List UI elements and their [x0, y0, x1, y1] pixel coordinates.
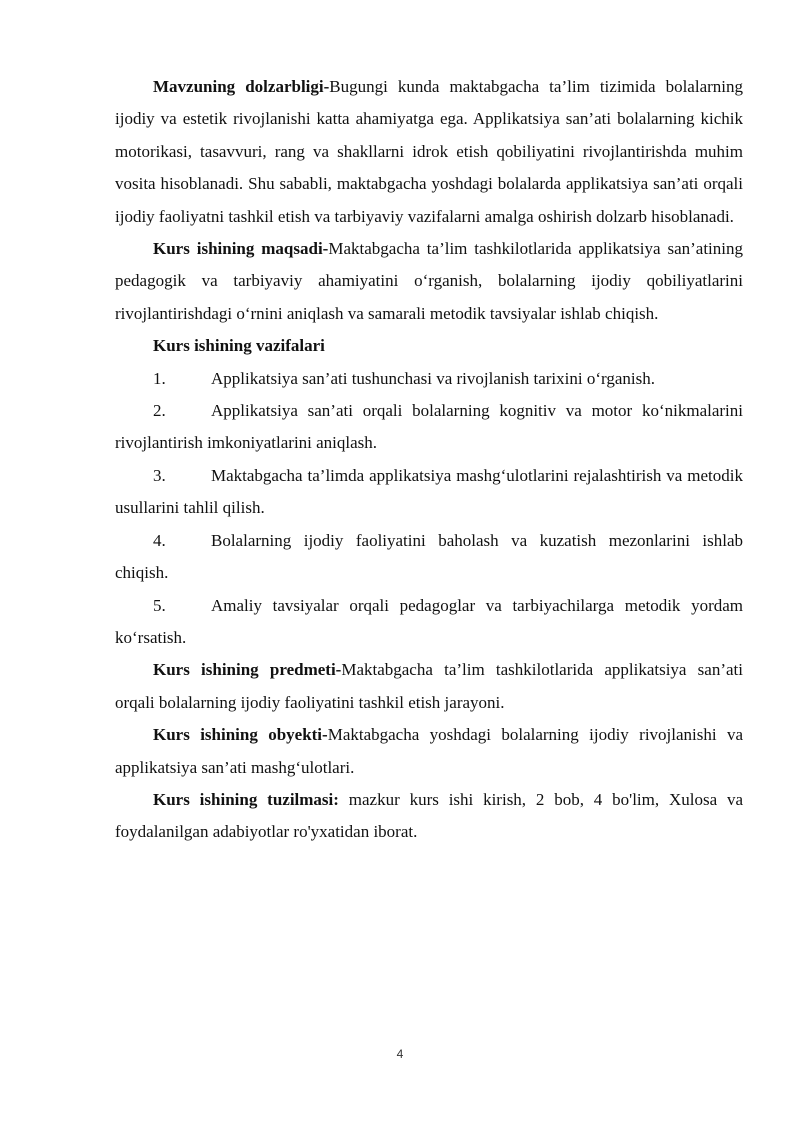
task-number: 2. — [153, 401, 166, 421]
task-item — [115, 525, 743, 590]
subject-paragraph — [115, 654, 743, 719]
object-paragraph — [115, 719, 743, 784]
task-text: Bolalarning ijodiy faoliyatini baholash va kuzatish mezonlarini ishlab chiqish. — [115, 530, 743, 583]
relevance-text: Bugungi kunda maktabgacha ta’lim tizimida bolalarning ijodiy va estetik rivojlanishi katta ahamiyatga ega. Applikatsiya san’ati bolalarning kichik motorikasi, tasavvuri, rang va shakllarni idrok etish qobiliyatini rivojlantirishda muhim vosita hisoblanadi. Shu sababli, maktabgacha yoshdagi bolalarda applikatsiya san’ati orqali ijodiy faoliyatni tashkil etish va tarbiyaviy vazifalarni amalga oshirish dolzarb hisoblanadi. — [115, 77, 743, 226]
object-text: Maktabgacha yoshdagi bolalarning ijodiy rivojlanishi va applikatsiya san’ati mashg‘ulotlari. — [115, 725, 743, 777]
document-page — [115, 71, 743, 849]
task-text: Maktabgacha ta’limda applikatsiya mashg‘ulotlarini rejalashtirish va metodik usullarini tahlil qilish. — [115, 465, 743, 518]
relevance-paragraph — [115, 71, 743, 233]
task-item — [115, 590, 743, 655]
structure-paragraph — [115, 784, 743, 849]
task-text: Amaliy tavsiyalar orqali pedagoglar va tarbiyachilarga metodik yordam ko‘rsatish. — [115, 595, 743, 647]
page-number: 4 — [396, 1047, 404, 1061]
task-item — [115, 363, 743, 395]
subject-text: Maktabgacha ta’lim tashkilotlarida applikatsiya san’ati orqali bolalarning ijodiy faoliyatini tashkil etish jarayoni. — [115, 660, 743, 712]
goal-text: Maktabgacha ta’lim tashkilotlarida applikatsiya san’atining pedagogik va tarbiyaviy ahamiyatini o‘rganish, bolalarning ijodiy qobiliyatlarini rivojlantirishdagi o‘rnini aniqlash va samarali metodik tavsiyalar ishlab chiqish. — [115, 239, 743, 323]
task-number: 3. — [153, 465, 166, 485]
task-number: 1. — [153, 368, 166, 388]
task-text: Applikatsiya san’ati tushunchasi va rivojlanish tarixini o‘rganish. — [211, 368, 655, 388]
relevance-label: Mavzuning dolzarbligi- — [153, 77, 330, 96]
object-label: Kurs ishining obyekti- — [153, 725, 328, 745]
task-number: 4. — [153, 530, 166, 550]
structure-text: mazkur kurs ishi kirish, 2 bob, 4 bo'lim, Xulosa va foydalanilgan adabiyotlar ro'yxatidan iborat. — [115, 789, 743, 842]
goal-label: Kurs ishining maqsadi- — [153, 239, 329, 259]
structure-label: Kurs ishining tuzilmasi: — [153, 789, 339, 809]
task-item — [115, 460, 743, 525]
task-text: Applikatsiya san’ati orqali bolalarning kognitiv va motor ko‘nikmalarini rivojlantirish imkoniyatlarini aniqlash. — [115, 401, 743, 453]
task-number: 5. — [153, 595, 166, 615]
tasks-heading: Kurs ishining vazifalari — [153, 336, 325, 356]
task-item — [115, 395, 743, 460]
subject-label: Kurs ishining predmeti- — [153, 660, 342, 680]
goal-paragraph — [115, 233, 743, 330]
